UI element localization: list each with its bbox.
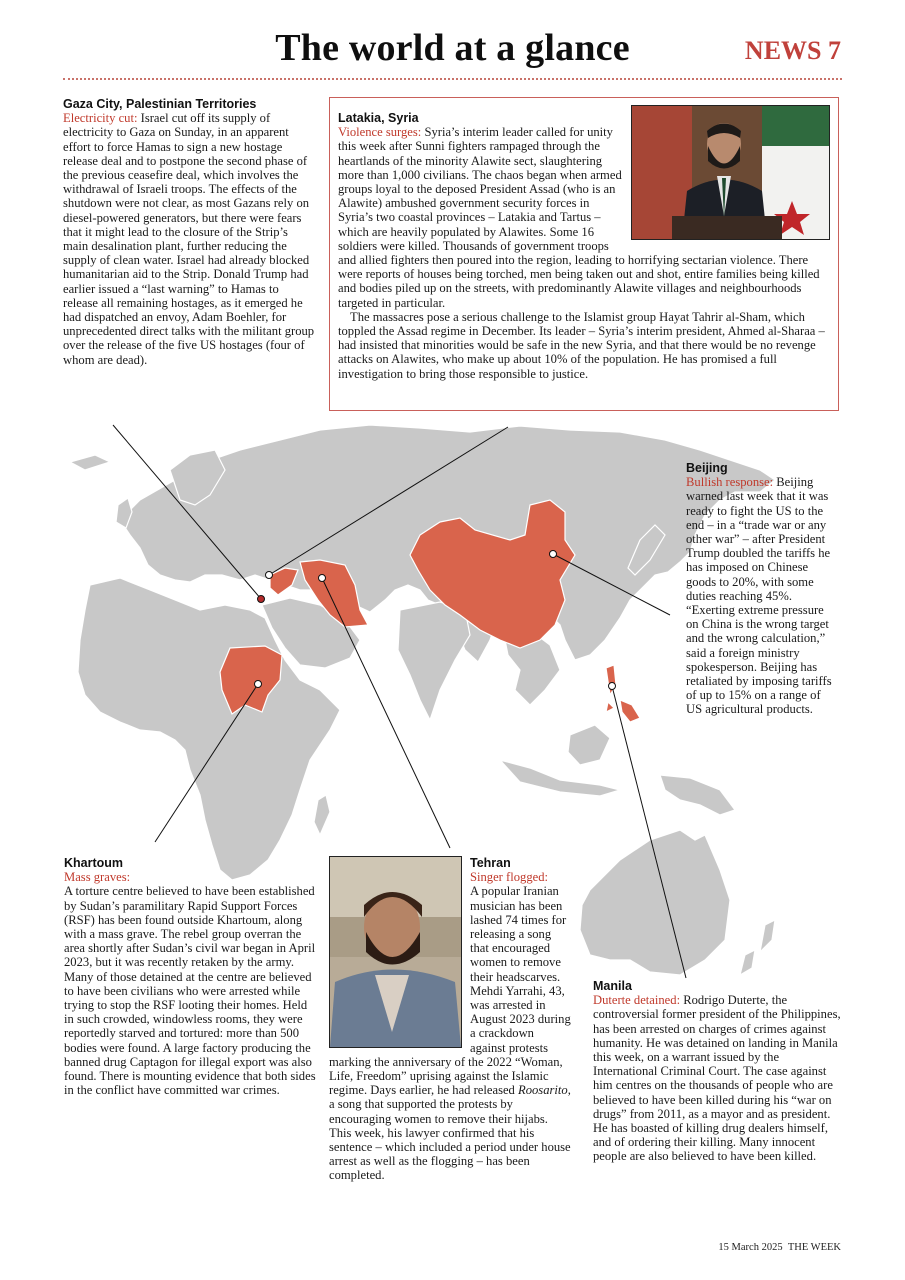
story-location: Manila — [593, 979, 632, 993]
song-title: Roosarito — [518, 1083, 568, 1098]
story-body: Rodrigo Duterte, the controversial former president of the Philippines, has been arrested on charges of crimes against humanity. He was detained on landing in Manila this week, on a warrant issued by the International Criminal Court. The case against him centres on the thousands of people who are believed to have been killed during his “war on drugs” from 2011, as a mayor and as president. He has boasted of killing drug dealers himself, and of ordering their killing. Many innocent people are also believed to have been killed. — [593, 993, 841, 1164]
story-body: A torture centre believed to have been established by Sudan’s paramilitary Rapid Support Forces (RSF) has been found outside Khartoum, along with a mass grave. The rebel group overran the area shortly after Sudan’s civil war began in April 2023, but it was recently retaken by the army. Many of those detained at the centre are believed to have been civilians who were arrested while trying to stop the RSF looting their homes. Held in such crowded, windowless rooms, they were reportedly starved and tortured: more than 500 bodies were found. A large factory producing the banned drug Captagon for illegal export was also found. There is mounting evidence that both sides in the conflict have committed war crimes. — [64, 884, 316, 1098]
photo-illustration — [330, 857, 461, 1047]
header-divider — [63, 78, 842, 80]
story-beijing — [686, 461, 836, 717]
publication-name: THE WEEK — [787, 1242, 841, 1253]
story-kicker: Mass graves: — [64, 870, 131, 885]
story-kicker: Duterte detained: — [593, 993, 681, 1008]
story-body-paragraph-2: The massacres pose a serious challenge to the Islamist group Hayat Tahrir al-Sham, which toppled the Assad regime in December. Its leader – Syria’s interim president, Ahmed al-Sharaa – had insisted that minorities would be safe in the new Syria, and that there would be no revenge attacks on Alawites, who make up about 10% of the population. He has promised a full investigation to bring those responsible to justice. — [338, 309, 825, 381]
syria-leader-photo — [631, 105, 830, 240]
story-location: Khartoum — [64, 856, 124, 870]
story-body-continued: , a song that supported the protests by encouraging women to remove their hijabs. This week, his lawyer confirmed that his sentence – which included a period under house arrest as well as the flogging – has been completed. — [329, 1083, 571, 1183]
issue-date: 15 March 2025 — [718, 1242, 783, 1253]
section-page-label: NEWS 7 — [744, 36, 841, 65]
story-body: Syria’s interim leader called for unity this week after Sunni fighters rampaged through the heartlands of the minority Alawite sect, slaughtering more than 1,000 civilians. The chaos began when armed groups loyal to the deposed President Assad (who is an Alawite) ambushed government security forces in Syria’s two coastal provinces – Latakia and Tartus – which are heavily populated by Alawites. Some 16 soldiers were killed. Thousands of government troops and allied fighters then poured into the region, leading to horrifying sectarian violence. There were reports of houses being torched, men being taken out and shot, entire families being killed and bodies piled up on the streets, with predominantly Alawite villages and neighbourhoods targeted in particular. — [338, 125, 820, 310]
page-footer — [718, 1242, 841, 1253]
story-location: Latakia, Syria — [338, 111, 419, 125]
story-khartoum — [64, 856, 316, 1097]
tehran-musician-photo — [329, 856, 462, 1048]
story-body: A popular Iranian musician has been lashed 74 times for releasing a song that encouraged women to remove their headscarves. Mehdi Yarrahi, 43, was arrested in August 2023 during a crackdown against protests marking the anniversary of the 2022 “Woman, Life, Freedom” uprising against the Islamic regime. Days earlier, he had released — [329, 884, 571, 1098]
photo-illustration — [632, 106, 829, 239]
story-manila — [593, 979, 843, 1164]
marker-tehran — [319, 575, 326, 582]
marker-khartoum — [255, 681, 262, 688]
story-kicker: Electricity cut: — [63, 111, 138, 126]
story-kicker: Singer flogged: — [470, 870, 548, 885]
story-location: Beijing — [686, 461, 728, 475]
story-kicker: Bullish response: — [686, 475, 774, 490]
marker-gaza — [258, 596, 265, 603]
story-location: Tehran — [470, 856, 511, 870]
story-gaza — [63, 97, 315, 367]
story-tehran — [329, 856, 572, 1183]
marker-beijing — [550, 551, 557, 558]
story-latakia-box — [329, 97, 839, 411]
story-location: Gaza City, Palestinian Territories — [63, 97, 257, 111]
story-body: Israel cut off its supply of electricity to Gaza on Sunday, in an apparent effort to force Hamas to sign a new hostage release deal and to postpone the second phase of the previous ceasefire deal, which involves the withdrawal of Israeli troops. The effects of the shutdown were not clear, as most Gazans rely on diesel-powered generators, but there were fears that it might lead to the closure of the Strip’s main desalination plant, further reducing the supply of clean water. Israel had already blocked humanitarian aid to the Strip. Donald Trump had earlier issued a “last warning” to Hamas to release all remaining hostages, as it emerged he had dispatched an envoy, Adam Boehler, for unprecedented direct talks with the militant group over the release of the five US hostages (four of whom are dead). — [63, 111, 315, 367]
story-kicker: Violence surges: — [338, 125, 422, 140]
marker-manila — [609, 683, 616, 690]
story-body: Beijing warned last week that it was ready to fight the US to the end – in a “trade war or any other war” – after President Trump doubled the tariffs he has imposed on Chinese goods to 20%, with some duties reaching 45%. “Exerting extreme pressure on China is the wrong target and the wrong calculation,” said a foreign ministry spokesperson. Beijing has retaliated by imposing tariffs of up to 15% on a range of US agricultural products. — [686, 475, 832, 717]
country-philippines — [606, 665, 616, 695]
marker-latakia — [266, 572, 273, 579]
page-title: The world at a glance — [275, 27, 630, 69]
